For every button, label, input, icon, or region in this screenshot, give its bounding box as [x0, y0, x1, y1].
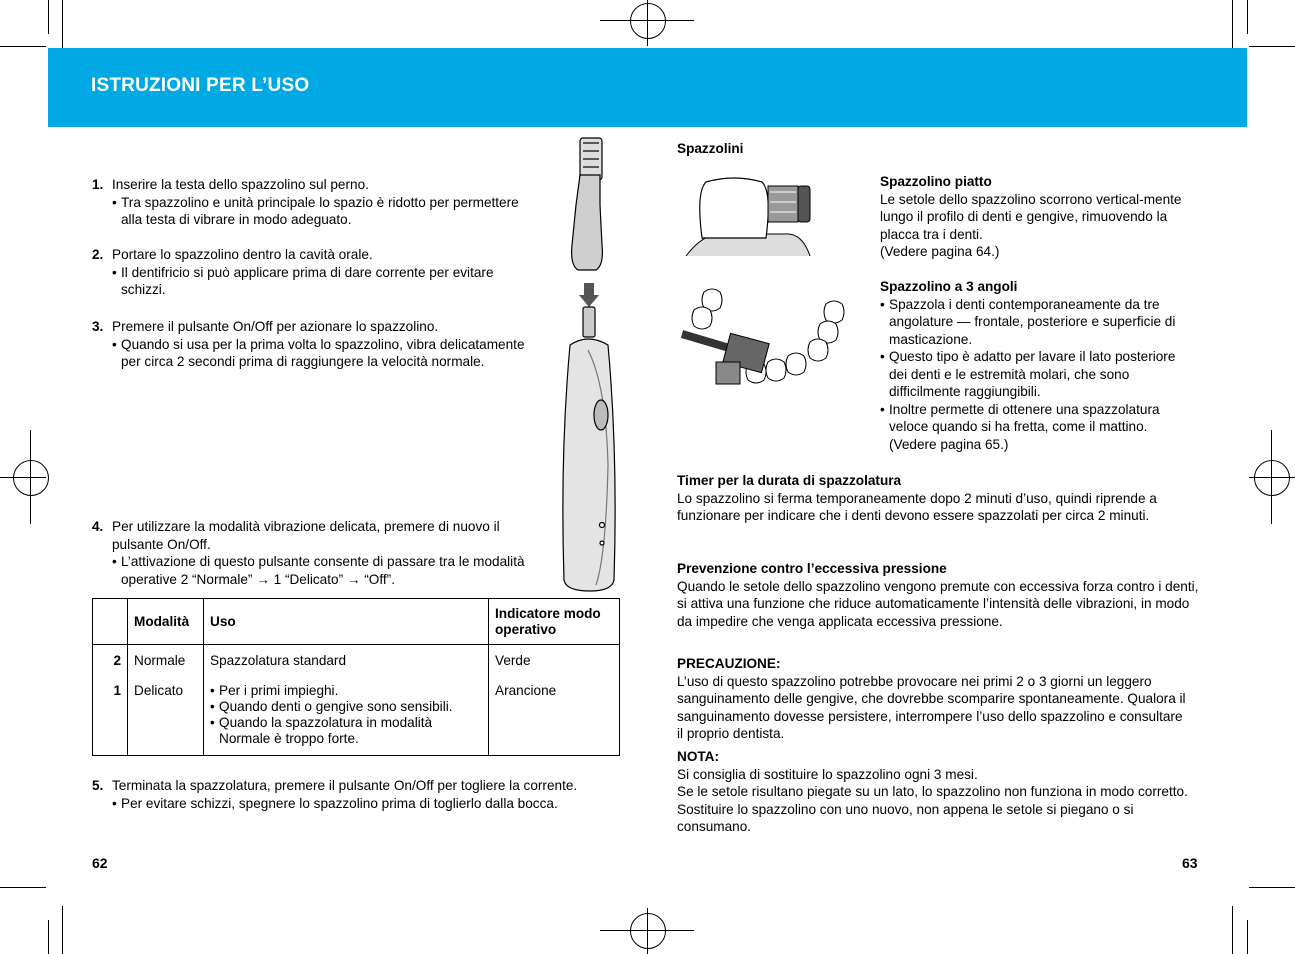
- three-angle-bullet: Spazzola i denti contemporaneamente da tre angolature — frontale, posteriore e superficie di masticazione.: [889, 296, 1176, 347]
- table-header-cell: Modalità: [128, 599, 204, 645]
- table-header-cell: [93, 599, 128, 645]
- three-angle-bullet: Inoltre permette di ottenere una spazzolatura veloce quando si ha fretta, come il mattino. (Vedere pagina 65.): [889, 401, 1160, 452]
- timer-text: Lo spazzolino si ferma temporaneamente dopo 2 minuti d’uso, quindi riprende a funzionare per indicare che i denti devono essere spazzolati per circa 2 minuti.: [677, 490, 1157, 523]
- mode-indicator: Arancione: [489, 675, 620, 756]
- flat-brush-section: [880, 173, 1200, 261]
- use-bullet: Quando la spazzolatura in modalità Normale è troppo forte.: [219, 715, 433, 746]
- registration-mark: [630, 3, 666, 39]
- crop-mark: [48, 0, 49, 34]
- step-4: [92, 518, 530, 588]
- pressure-section: [677, 560, 1207, 630]
- registration-mark: [1254, 460, 1290, 496]
- three-angle-bullet: Questo tipo è adatto per lavare il lato posteriore dei denti e le estremità molari, che sono difficilmente raggiungibili.: [889, 349, 1176, 399]
- note-title: NOTA:: [677, 749, 720, 764]
- step-bullet: Quando si usa per la prima volta lo spazzolino, vibra delicatamente per circa 2 secondi prima di raggiungere la velocità normale.: [121, 336, 525, 369]
- step-number: 3.: [92, 319, 104, 334]
- step-bullet: L’attivazione di questo pulsante consente di passare tra le modalità operative 2 “Normale” → 1 “Delicato” → “Off”.: [121, 554, 525, 587]
- crop-mark: [1249, 46, 1295, 47]
- caution-section: [677, 655, 1187, 743]
- mode-use: [204, 645, 489, 676]
- note-section: [677, 748, 1207, 836]
- brush-head-icon: [572, 138, 603, 270]
- crop-mark: [62, 906, 63, 954]
- section-title: Spazzolini: [677, 141, 744, 156]
- step-bullet: Tra spazzolino e unità principale lo spazio è ridotto per permettere alla testa di vibrare in modo adeguato.: [121, 194, 519, 227]
- mode-use: [204, 675, 489, 756]
- step-text: Premere il pulsante On/Off per azionare lo spazzolino.: [112, 319, 439, 334]
- use-bullet: Quando denti o gengive sono sensibili.: [219, 699, 453, 714]
- crop-mark: [0, 887, 46, 888]
- step-text: Per utilizzare la modalità vibrazione delicata, premere di nuovo il pulsante On/Off.: [112, 519, 500, 552]
- crop-mark: [1232, 906, 1233, 954]
- pressure-text: Quando le setole dello spazzolino vengono premute con eccessiva forza contro i denti, si attiva una funzione che riduce automaticamente l’intensità delle vibrazioni, in modo da impedire che venga applicata eccessiva pressione.: [677, 578, 1199, 629]
- header-band: [48, 48, 1247, 127]
- crop-mark: [1247, 0, 1248, 34]
- note-line-1: Si consiglia di sostituire lo spazzolino ogni 3 mesi.: [677, 766, 978, 782]
- timer-section: [677, 472, 1207, 525]
- step-text: Terminata la spazzolatura, premere il pulsante On/Off per togliere la corrente.: [112, 778, 578, 793]
- toothbrush-illustration: [550, 135, 630, 595]
- page-number-right: 63: [1182, 855, 1198, 871]
- insert-arrow-icon: [579, 283, 599, 307]
- table-row: [93, 645, 620, 676]
- crop-mark: [1247, 920, 1248, 954]
- three-angle-section: [880, 278, 1190, 453]
- step-text: Portare lo spazzolino dentro la cavità orale.: [112, 247, 373, 262]
- mode-name: Normale: [128, 645, 204, 676]
- step-bullet: Per evitare schizzi, spegnere lo spazzolino prima di toglierlo dalla bocca.: [121, 795, 558, 811]
- pressure-title: Prevenzione contro l’eccessiva pressione: [677, 561, 947, 576]
- handle-icon: [563, 307, 615, 591]
- mode-number: 1: [93, 675, 128, 756]
- note-line-2: Se le setole risultano piegate su un lato, lo spazzolino non funziona in modo corretto. Sostituire lo spazzolino con uno nuovo, non appena le setole si piegano o si consumano.: [677, 784, 1188, 834]
- mode-indicator: Verde: [489, 645, 620, 676]
- caution-title: PRECAUZIONE:: [677, 656, 781, 671]
- registration-mark: [13, 460, 49, 496]
- step-number: 5.: [92, 778, 104, 793]
- step-5: [92, 777, 592, 812]
- mode-name: Delicato: [128, 675, 204, 756]
- page-number-left: 62: [92, 855, 108, 871]
- flat-brush-illustration: [684, 172, 814, 258]
- flat-brush-text: Le setole dello spazzolino scorrono vertical-mente lungo il profilo di denti e gengive, rimuovendo la placca tra i denti.: [880, 191, 1182, 242]
- three-angle-title: Spazzolino a 3 angoli: [880, 279, 1018, 294]
- flat-brush-title: Spazzolino piatto: [880, 174, 992, 189]
- crop-mark: [1249, 887, 1295, 888]
- three-angle-brush-illustration: [676, 282, 866, 392]
- step-number: 2.: [92, 247, 104, 262]
- mode-number: 2: [93, 645, 128, 676]
- step-bullet: Il dentifricio si può applicare prima di dare corrente per evitare schizzi.: [121, 264, 494, 297]
- crop-mark: [48, 920, 49, 954]
- crop-mark: [1232, 0, 1233, 48]
- registration-mark: [630, 913, 666, 949]
- step-3: [92, 318, 532, 371]
- table-row: [93, 675, 620, 756]
- caution-text: L’uso di questo spazzolino potrebbe provocare nei primi 2 o 3 giorni un leggero sanguinamento delle gengive, che dovrebbe scomparire spontaneamente. Qualora il sanguinamento dovesse persistere, interrompere l’uso dello spazzolino e consultare il proprio dentista.: [677, 673, 1186, 741]
- table-header-cell: Indicatore modo operativo: [489, 599, 620, 645]
- use-bullet: Per i primi impieghi.: [219, 683, 339, 698]
- step-2: [92, 246, 522, 299]
- step-text: Inserire la testa dello spazzolino sul perno.: [112, 177, 369, 192]
- crop-mark: [62, 0, 63, 48]
- step-number: 1.: [92, 177, 104, 192]
- timer-title: Timer per la durata di spazzolatura: [677, 473, 902, 488]
- table-header-cell: Uso: [204, 599, 489, 645]
- flat-brush-ref: (Vedere pagina 64.): [880, 244, 1000, 259]
- step-number: 4.: [92, 519, 104, 534]
- modes-table: [92, 598, 620, 756]
- use-text: Spazzolatura standard: [210, 653, 347, 668]
- step-1: [92, 176, 522, 229]
- crop-mark: [0, 46, 46, 47]
- page-title: ISTRUZIONI PER L’USO: [91, 75, 310, 96]
